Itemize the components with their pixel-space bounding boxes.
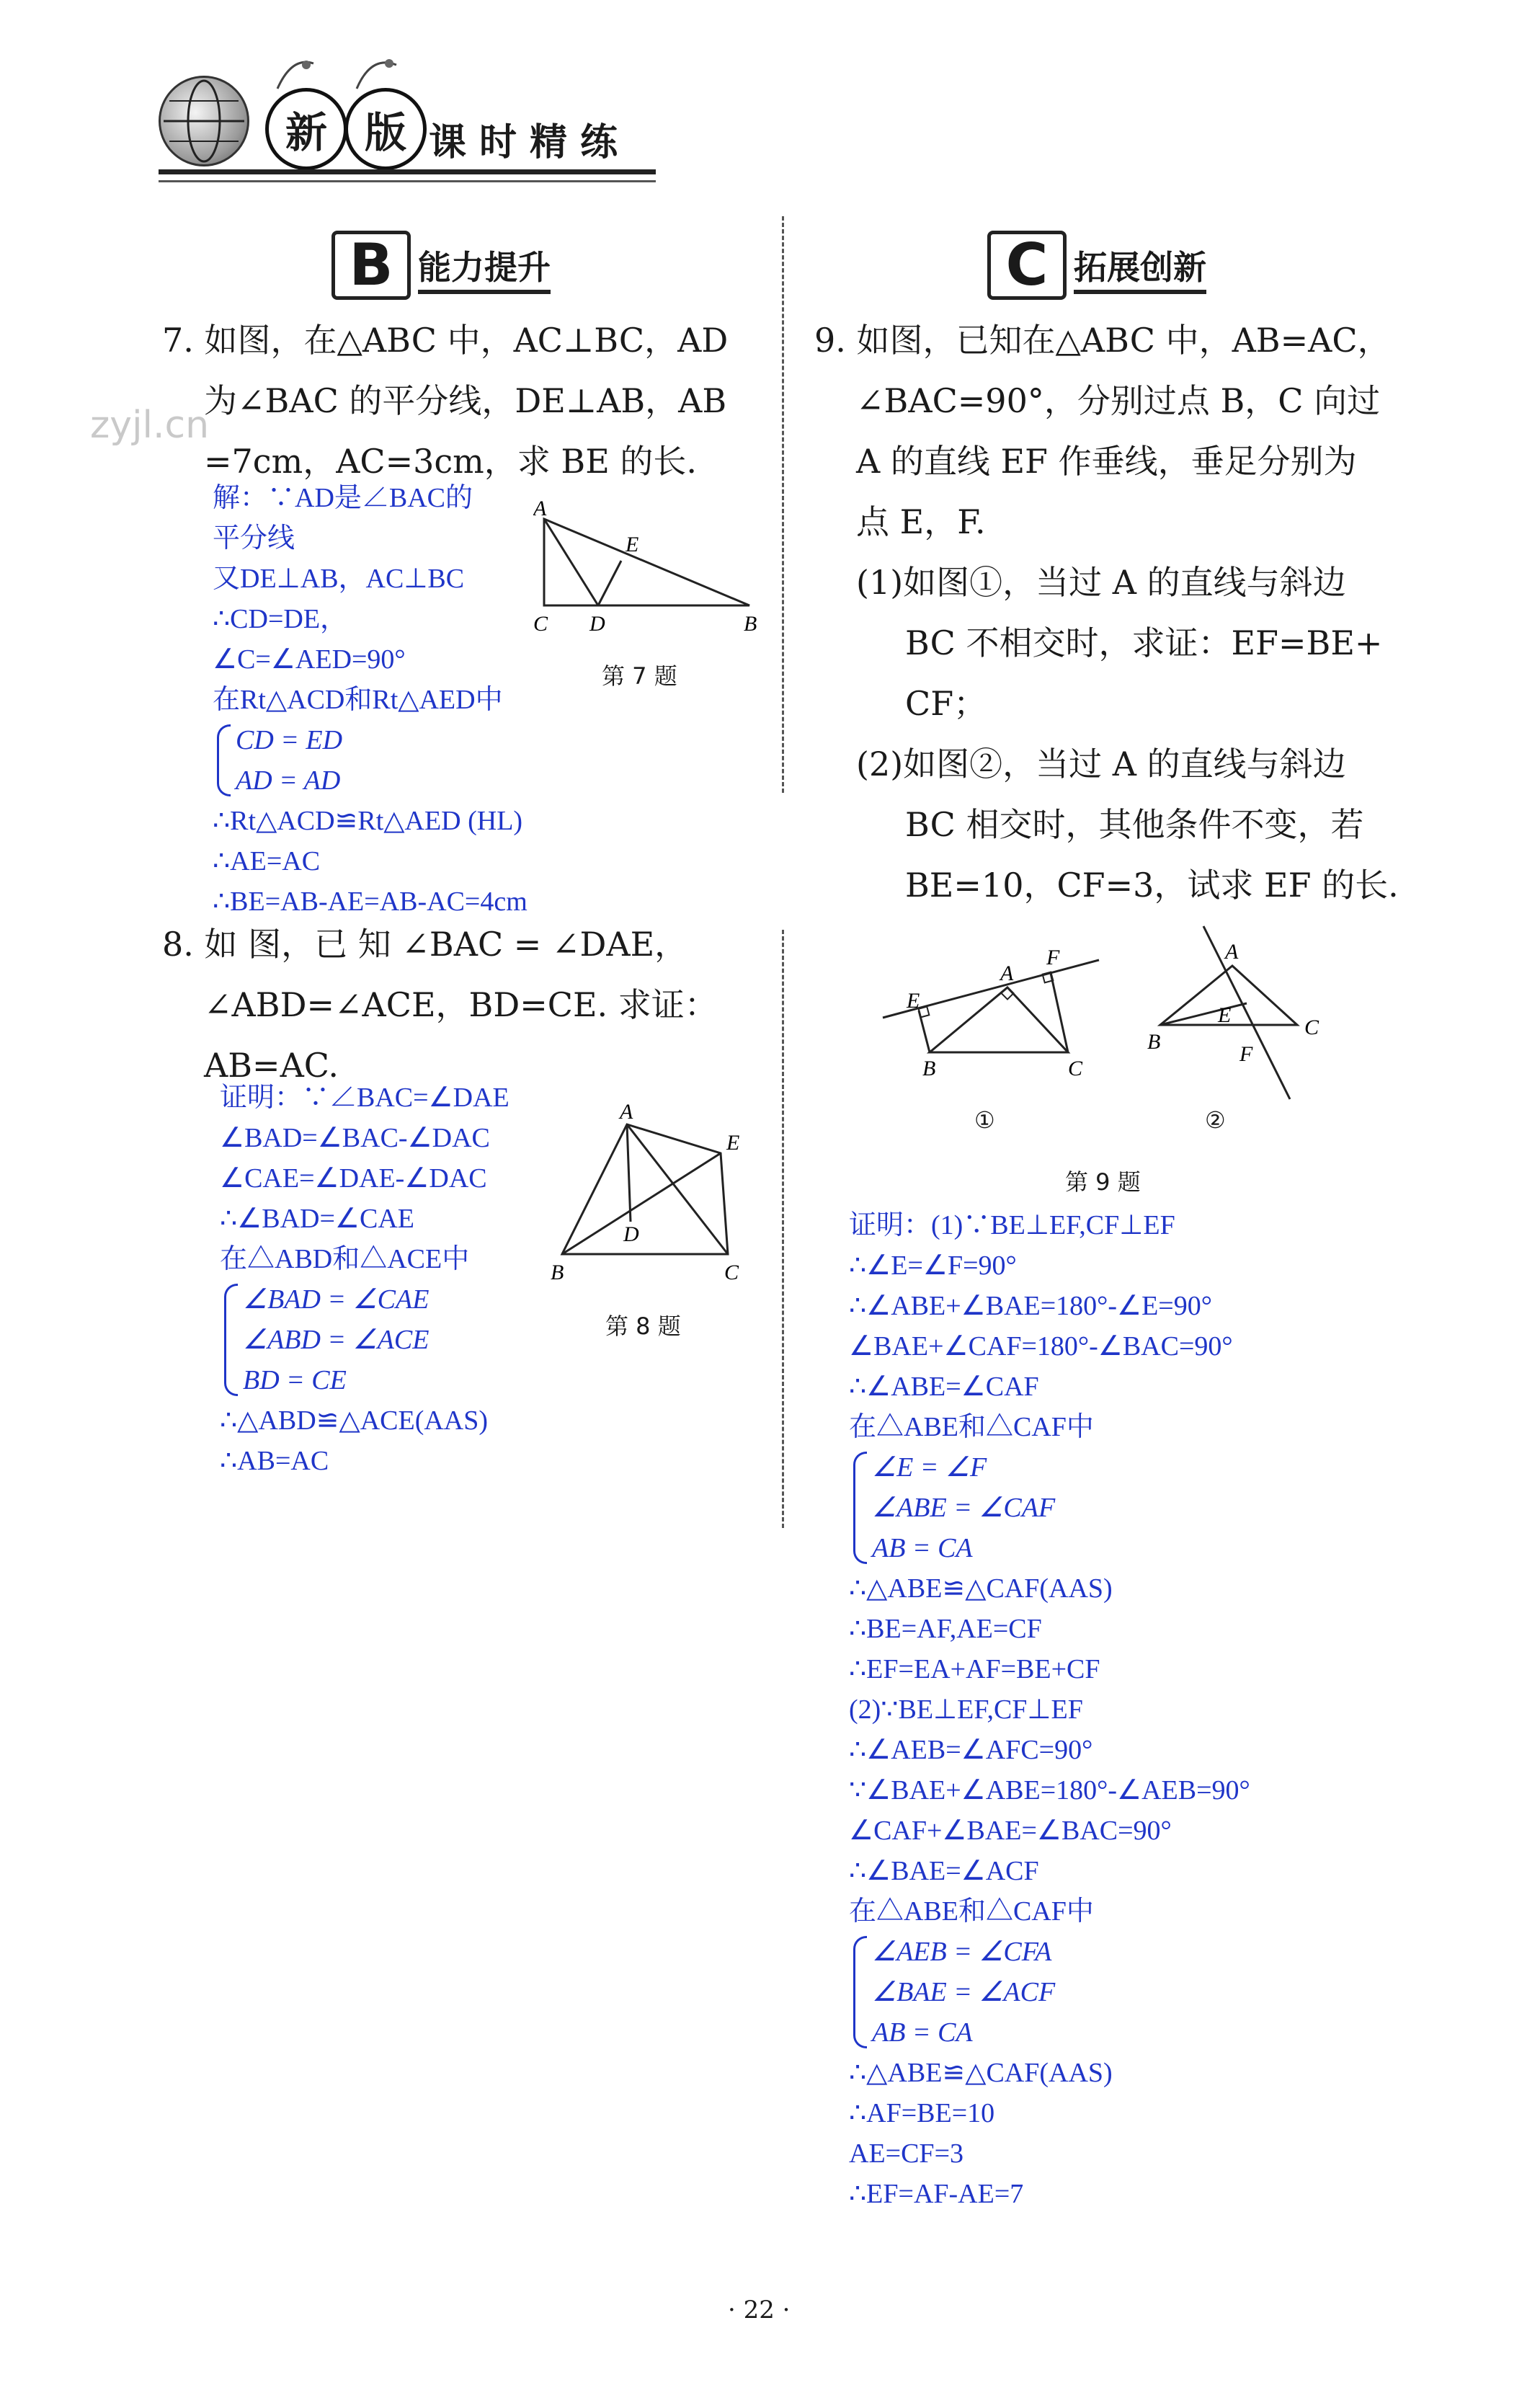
column-divider-bottom	[782, 930, 784, 1528]
problem7-line-1: 7. 如图，在△ABC 中，AC⊥BC，AD	[162, 321, 729, 360]
figure-7	[533, 497, 764, 641]
fig9-2-label-e: E	[1218, 1003, 1232, 1027]
figure-9-caption: 第 9 题	[1065, 1168, 1141, 1196]
fig8-line-be	[562, 1153, 721, 1254]
answer-line: ∴∠ABE+∠BAE=180°-∠E=90°	[849, 1291, 1212, 1321]
brace-line: AB = CA	[872, 1533, 973, 1563]
problem7-brace	[213, 720, 528, 801]
fig7-triangle-abc	[544, 519, 749, 605]
brace-line: ∠BAD = ∠CAE	[243, 1284, 429, 1315]
problem9-sub1-line-3: CF；	[905, 684, 987, 723]
answer-line: 在△ABE和△CAF中	[849, 1412, 1094, 1442]
answer-line: ∴∠E=∠F=90°	[849, 1251, 1017, 1281]
answer-line: ∴△ABE≌△CAF(AAS)	[849, 2058, 1113, 2088]
answer-line: ∴△ABE≌△CAF(AAS)	[849, 1573, 1113, 1604]
answer-line: ∴∠BAE=∠ACF	[849, 1856, 1039, 1886]
fig7-label-c: C	[533, 612, 548, 636]
fig8-label-c: C	[724, 1261, 739, 1284]
problem8-line-1: 8. 如 图，已 知 ∠BAC = ∠DAE，	[162, 925, 688, 964]
fig9-2-label-b: B	[1147, 1030, 1161, 1054]
problem9-line-3: A 的直线 EF 作垂线，垂足分别为	[856, 442, 1357, 481]
problem9-statement	[814, 310, 1399, 915]
figure-9-1-label: ①	[974, 1106, 995, 1134]
answer-line: ∴EF=AF-AE=7	[849, 2179, 1024, 2209]
answer-line: ∴AF=BE=10	[849, 2098, 995, 2128]
fig8-line-ac	[627, 1124, 728, 1254]
problem8-statement	[162, 914, 718, 1096]
answer-line: 又DE⊥AB，AC⊥BC	[213, 564, 465, 594]
answer-line: ∠C=∠AED=90°	[213, 644, 406, 675]
answer-line: ∴EF=EA+AF=BE+CF	[849, 1654, 1100, 1684]
answer-line: ∠BAD=∠BAC-∠DAC	[220, 1123, 490, 1153]
problem9-line-1: 9. 如图，已知在△ABC 中，AB=AC，	[814, 321, 1391, 360]
fig7-line-ad	[544, 519, 598, 605]
answer-line: ∠CAE=∠DAE-∠DAC	[220, 1163, 487, 1194]
answer-line: AE=CF=3	[849, 2138, 963, 2169]
problem8-answer	[220, 1078, 509, 1481]
fig9-1-line-cf	[1051, 973, 1068, 1052]
problem7-line-2: 为∠BAC 的平分线，DE⊥AB，AB	[204, 381, 727, 420]
section-b-title: 能力提升	[418, 248, 551, 294]
brace-line: ∠AEB = ∠CFA	[872, 1937, 1052, 1967]
answer-line: 解：∵AD是∠BAC的	[213, 483, 473, 513]
fig7-label-e: E	[626, 533, 639, 556]
fig7-label-d: D	[589, 612, 605, 636]
header-title: 课时精练	[429, 121, 631, 164]
problem9-line-2: ∠BAC=90°，分别过点 B，C 向过	[856, 381, 1381, 420]
answer-line: ∴△ABD≌△ACE(AAS)	[220, 1405, 489, 1436]
section-b-heading	[331, 231, 551, 300]
answer-line: (2)∵BE⊥EF,CF⊥EF	[849, 1694, 1083, 1725]
answer-line: ∴BE=AB-AE=AB-AC=4cm	[213, 887, 528, 917]
answer-line: 证明：∵∠BAC=∠DAE	[220, 1083, 509, 1113]
fig8-label-b: B	[551, 1261, 564, 1284]
answer-line: ∠CAF+∠BAE=∠BAC=90°	[849, 1816, 1172, 1846]
answer-line: 证明：(1)∵BE⊥EF,CF⊥EF	[849, 1210, 1175, 1240]
answer-line: 在△ABE和△CAF中	[849, 1896, 1094, 1927]
figure-9-1	[879, 944, 1117, 1081]
section-c-heading	[987, 231, 1206, 300]
fig7-label-a: A	[533, 497, 547, 520]
fig8-line-ad	[627, 1124, 631, 1222]
problem8-line-3: AB=AC.	[204, 1046, 339, 1085]
figure-9-2-label: ②	[1205, 1106, 1226, 1134]
fig9-2-label-f: F	[1239, 1042, 1253, 1066]
problem7-answer	[213, 478, 528, 922]
brace-line: ∠ABD = ∠ACE	[243, 1325, 429, 1355]
problem9-line-4: 点 E，F.	[856, 502, 986, 541]
column-divider-top	[782, 216, 784, 793]
watermark: zyjl.cn	[90, 404, 210, 447]
laurel-decoration-icon	[263, 49, 436, 92]
answer-line: ∠BAE+∠CAF=180°-∠BAC=90°	[849, 1331, 1233, 1362]
problem9-sub2-line-3: BE=10，CF=3，试求 EF 的长.	[905, 866, 1399, 905]
answer-line: ∴AB=AC	[220, 1446, 329, 1476]
problem7-line-3: =7cm，AC=3cm，求 BE 的长.	[204, 442, 698, 481]
globe-logo-icon	[159, 76, 249, 166]
problem9-sub1-line-2: BC 不相交时，求证：EF=BE+	[905, 623, 1383, 662]
fig9-1-label-f: F	[1046, 946, 1060, 969]
problem9-sub2-line-2: BC 相交时，其他条件不变，若	[905, 805, 1364, 844]
fig8-label-e: E	[726, 1131, 740, 1155]
globe-icon	[161, 78, 247, 164]
answer-line: ∴CD=DE，	[213, 604, 348, 634]
header-rule-thin	[159, 180, 656, 182]
page-number: · 22 ·	[728, 2296, 791, 2324]
brace-line: ∠E = ∠F	[872, 1452, 987, 1483]
fig9-2-label-c: C	[1304, 1016, 1319, 1039]
answer-line: ∴BE=AF,AE=CF	[849, 1614, 1042, 1644]
fig8-label-a: A	[620, 1103, 633, 1124]
answer-line: 平分线	[213, 523, 295, 554]
answer-line: ∴∠AEB=∠AFC=90°	[849, 1735, 1093, 1765]
answer-line: ∴Rt△ACD≌Rt△AED (HL)	[213, 806, 523, 836]
fig7-label-b: B	[744, 612, 757, 636]
answer-line: ∴AE=AC	[213, 846, 321, 876]
fig9-1-label-a: A	[1000, 961, 1014, 985]
figure-7-caption: 第 7 题	[602, 662, 677, 690]
fig9-1-label-b: B	[922, 1057, 936, 1080]
problem9-brace-2	[849, 1932, 1250, 2053]
fig9-2-label-a: A	[1225, 940, 1239, 964]
answer-line: ∵∠BAE+∠ABE=180°-∠AEB=90°	[849, 1775, 1250, 1805]
problem7-statement	[162, 310, 728, 492]
brace-line: AB = CA	[872, 2017, 973, 2048]
fig9-1-triangle	[930, 987, 1068, 1052]
figure-8	[548, 1103, 757, 1290]
answer-line: ∴∠ABE=∠CAF	[849, 1372, 1039, 1402]
problem9-sub1-line-1: (1)如图①，当过 A 的直线与斜边	[856, 563, 1346, 602]
problem8-brace	[220, 1279, 509, 1400]
fig7-line-de	[598, 561, 621, 605]
problem8-line-2: ∠ABD=∠ACE，BD=CE. 求证：	[204, 985, 718, 1024]
section-c-letter: C	[987, 231, 1067, 300]
header-rule	[159, 169, 656, 174]
brace-line: CD = ED	[236, 725, 343, 755]
figure-9-2	[1139, 923, 1333, 1103]
brace-line: BD = CE	[243, 1365, 347, 1395]
section-c-title: 拓展创新	[1074, 248, 1206, 294]
fig9-1-label-e: E	[907, 989, 920, 1013]
fig8-quadrilateral	[562, 1124, 728, 1254]
answer-line: 在Rt△ACD和Rt△AED中	[213, 685, 503, 715]
problem9-answer	[849, 1205, 1250, 2214]
fig9-1-label-c: C	[1068, 1057, 1083, 1080]
brace-line: AD = AD	[236, 765, 341, 796]
fig8-label-d: D	[623, 1222, 639, 1246]
header-badge-edition: 版	[344, 88, 427, 170]
answer-line: 在△ABD和△ACE中	[220, 1244, 470, 1274]
figure-8-caption: 第 8 题	[605, 1312, 681, 1340]
brace-line: ∠ABE = ∠CAF	[872, 1493, 1056, 1523]
problem9-brace-1	[849, 1447, 1250, 1568]
problem9-sub2-line-1: (2)如图②，当过 A 的直线与斜边	[856, 745, 1346, 783]
fig9-2-line-ef	[1203, 926, 1290, 1099]
section-b-letter: B	[331, 231, 411, 300]
brace-line: ∠BAE = ∠ACF	[872, 1977, 1056, 2007]
answer-line: ∴∠BAD=∠CAE	[220, 1204, 414, 1234]
header-badge-new: 新	[265, 88, 347, 170]
page-header	[159, 43, 663, 187]
